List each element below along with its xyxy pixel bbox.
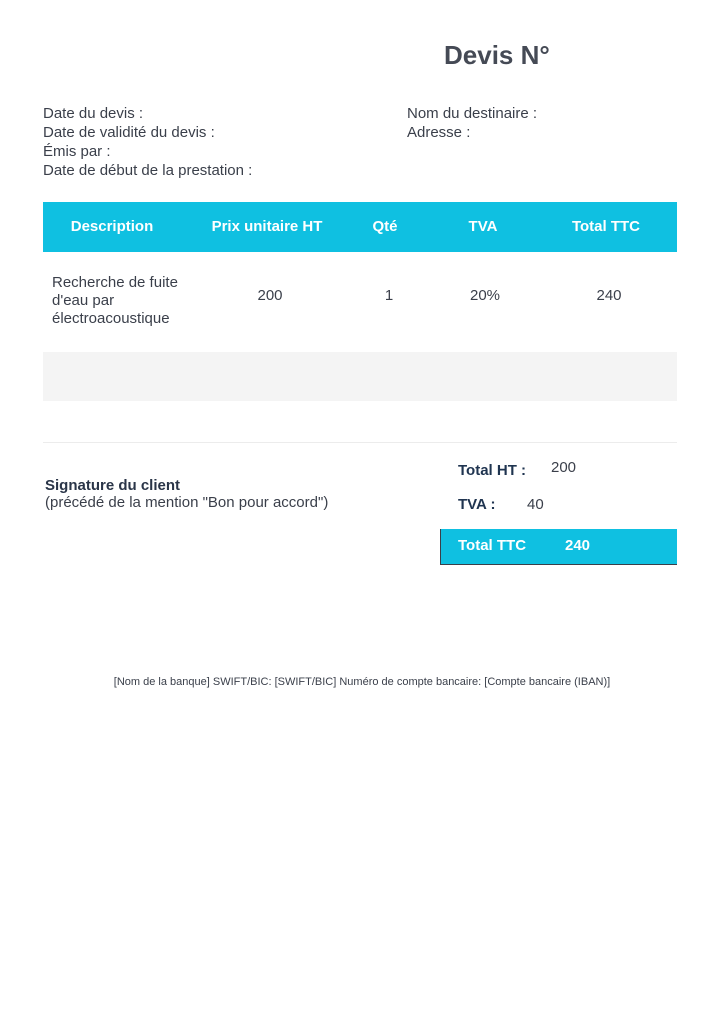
signature-subtitle: (précédé de la mention "Bon pour accord") bbox=[45, 494, 329, 511]
issued-by-label: Émis par : bbox=[43, 143, 111, 160]
divider bbox=[43, 442, 677, 443]
document-title: Devis N° bbox=[444, 40, 550, 70]
header-qty: Qté bbox=[372, 218, 398, 235]
quote-meta-left bbox=[43, 104, 252, 180]
row-total: 240 bbox=[596, 287, 622, 304]
table-row-empty bbox=[43, 352, 677, 401]
total-ttc-label: Total TTC bbox=[458, 537, 527, 554]
bank-info-footer: [Nom de la banque] SWIFT/BIC: [SWIFT/BIC] Numéro de compte bancaire: [Compte bancaire (IBAN)] bbox=[113, 676, 611, 688]
start-date-label: Date de début de la prestation : bbox=[43, 162, 253, 179]
header-total: Total TTC bbox=[571, 218, 641, 235]
total-ttc-box bbox=[440, 529, 677, 565]
quote-date-label: Date du devis : bbox=[43, 105, 144, 122]
quote-meta-right bbox=[407, 104, 537, 142]
tva-label: TVA : bbox=[458, 496, 496, 513]
validity-date-label: Date de validité du devis : bbox=[43, 124, 215, 141]
row-qty: 1 bbox=[384, 287, 394, 304]
header-description: Description bbox=[70, 218, 154, 235]
total-ht-label: Total HT : bbox=[458, 462, 527, 479]
table-header bbox=[43, 202, 677, 252]
total-ttc-value: 240 bbox=[565, 537, 591, 554]
header-unit-price: Prix unitaire HT bbox=[211, 218, 323, 235]
signature-title: Signature du client bbox=[45, 477, 181, 494]
tva-value: 40 bbox=[527, 496, 544, 513]
row-description: Recherche de fuite d'eau par électroacoustique bbox=[52, 274, 178, 327]
address-label: Adresse : bbox=[407, 124, 471, 141]
header-vat: TVA bbox=[468, 218, 498, 235]
recipient-name-label: Nom du destinaire : bbox=[407, 105, 538, 122]
row-vat: 20% bbox=[469, 287, 501, 304]
row-unit-price: 200 bbox=[257, 287, 283, 304]
total-ht-value: 200 bbox=[551, 459, 577, 476]
